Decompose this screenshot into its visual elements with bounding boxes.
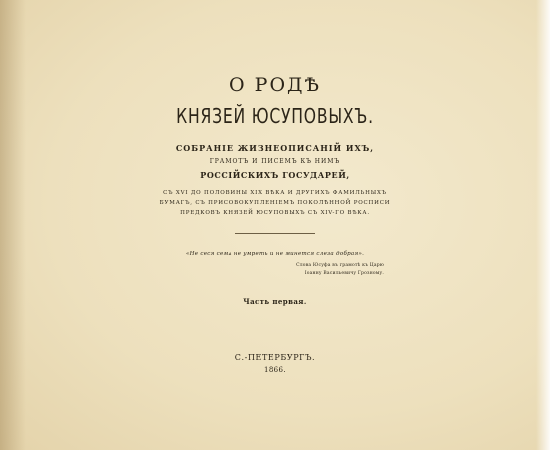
description-line-3: ПРЕДКОВЪ КНЯЗЕЙ ЮСУПОВЫХЪ СЪ XIV-ГО ВѢКА. <box>180 210 370 216</box>
page-edge <box>536 0 550 450</box>
divider-rule <box>235 233 315 234</box>
title-line-1: О РОДѢ <box>229 74 321 96</box>
binding-shadow <box>0 0 26 450</box>
part-label: Часть первая. <box>243 297 307 306</box>
epigraph-attribution-line-1: Слова Юсуфа въ грамотѣ къ Царю <box>296 263 384 268</box>
subtitle-line-2: ГРАМОТЪ И ПИСЕМЪ КЪ НИМЪ <box>209 158 341 165</box>
title-line-2: КНЯЗЕЙ ЮСУПОВЫХЪ. <box>176 104 374 128</box>
description-line-2: БУМАГЪ, СЪ ПРИСОВОКУПЛЕНІЕМЪ ПОКОЛѢННОЙ РОСПИСИ <box>159 200 391 206</box>
subtitle-line-1: СОБРАНІЕ ЖИЗНЕОПИСАНІЙ ИХЪ, <box>175 143 375 153</box>
imprint-year: 1866. <box>263 366 287 374</box>
imprint-city: С.-ПЕТЕРБУРГЪ. <box>234 353 316 362</box>
epigraph-quote: «Не сеся семѧ не умреть и не минется слеза добрая». <box>186 251 365 257</box>
subtitle-line-3: РОССІЙСКИХЪ ГОСУДАРЕЙ, <box>200 170 350 180</box>
epigraph-attribution-line-2: Іоанну Васильевичу Грозному. <box>304 271 384 276</box>
description-line-1: СЪ XVI ДО ПОЛОВИНЫ XIX ВѢКА И ДРУГИХЪ ФАМИЛЬНЫХЪ <box>163 190 387 196</box>
